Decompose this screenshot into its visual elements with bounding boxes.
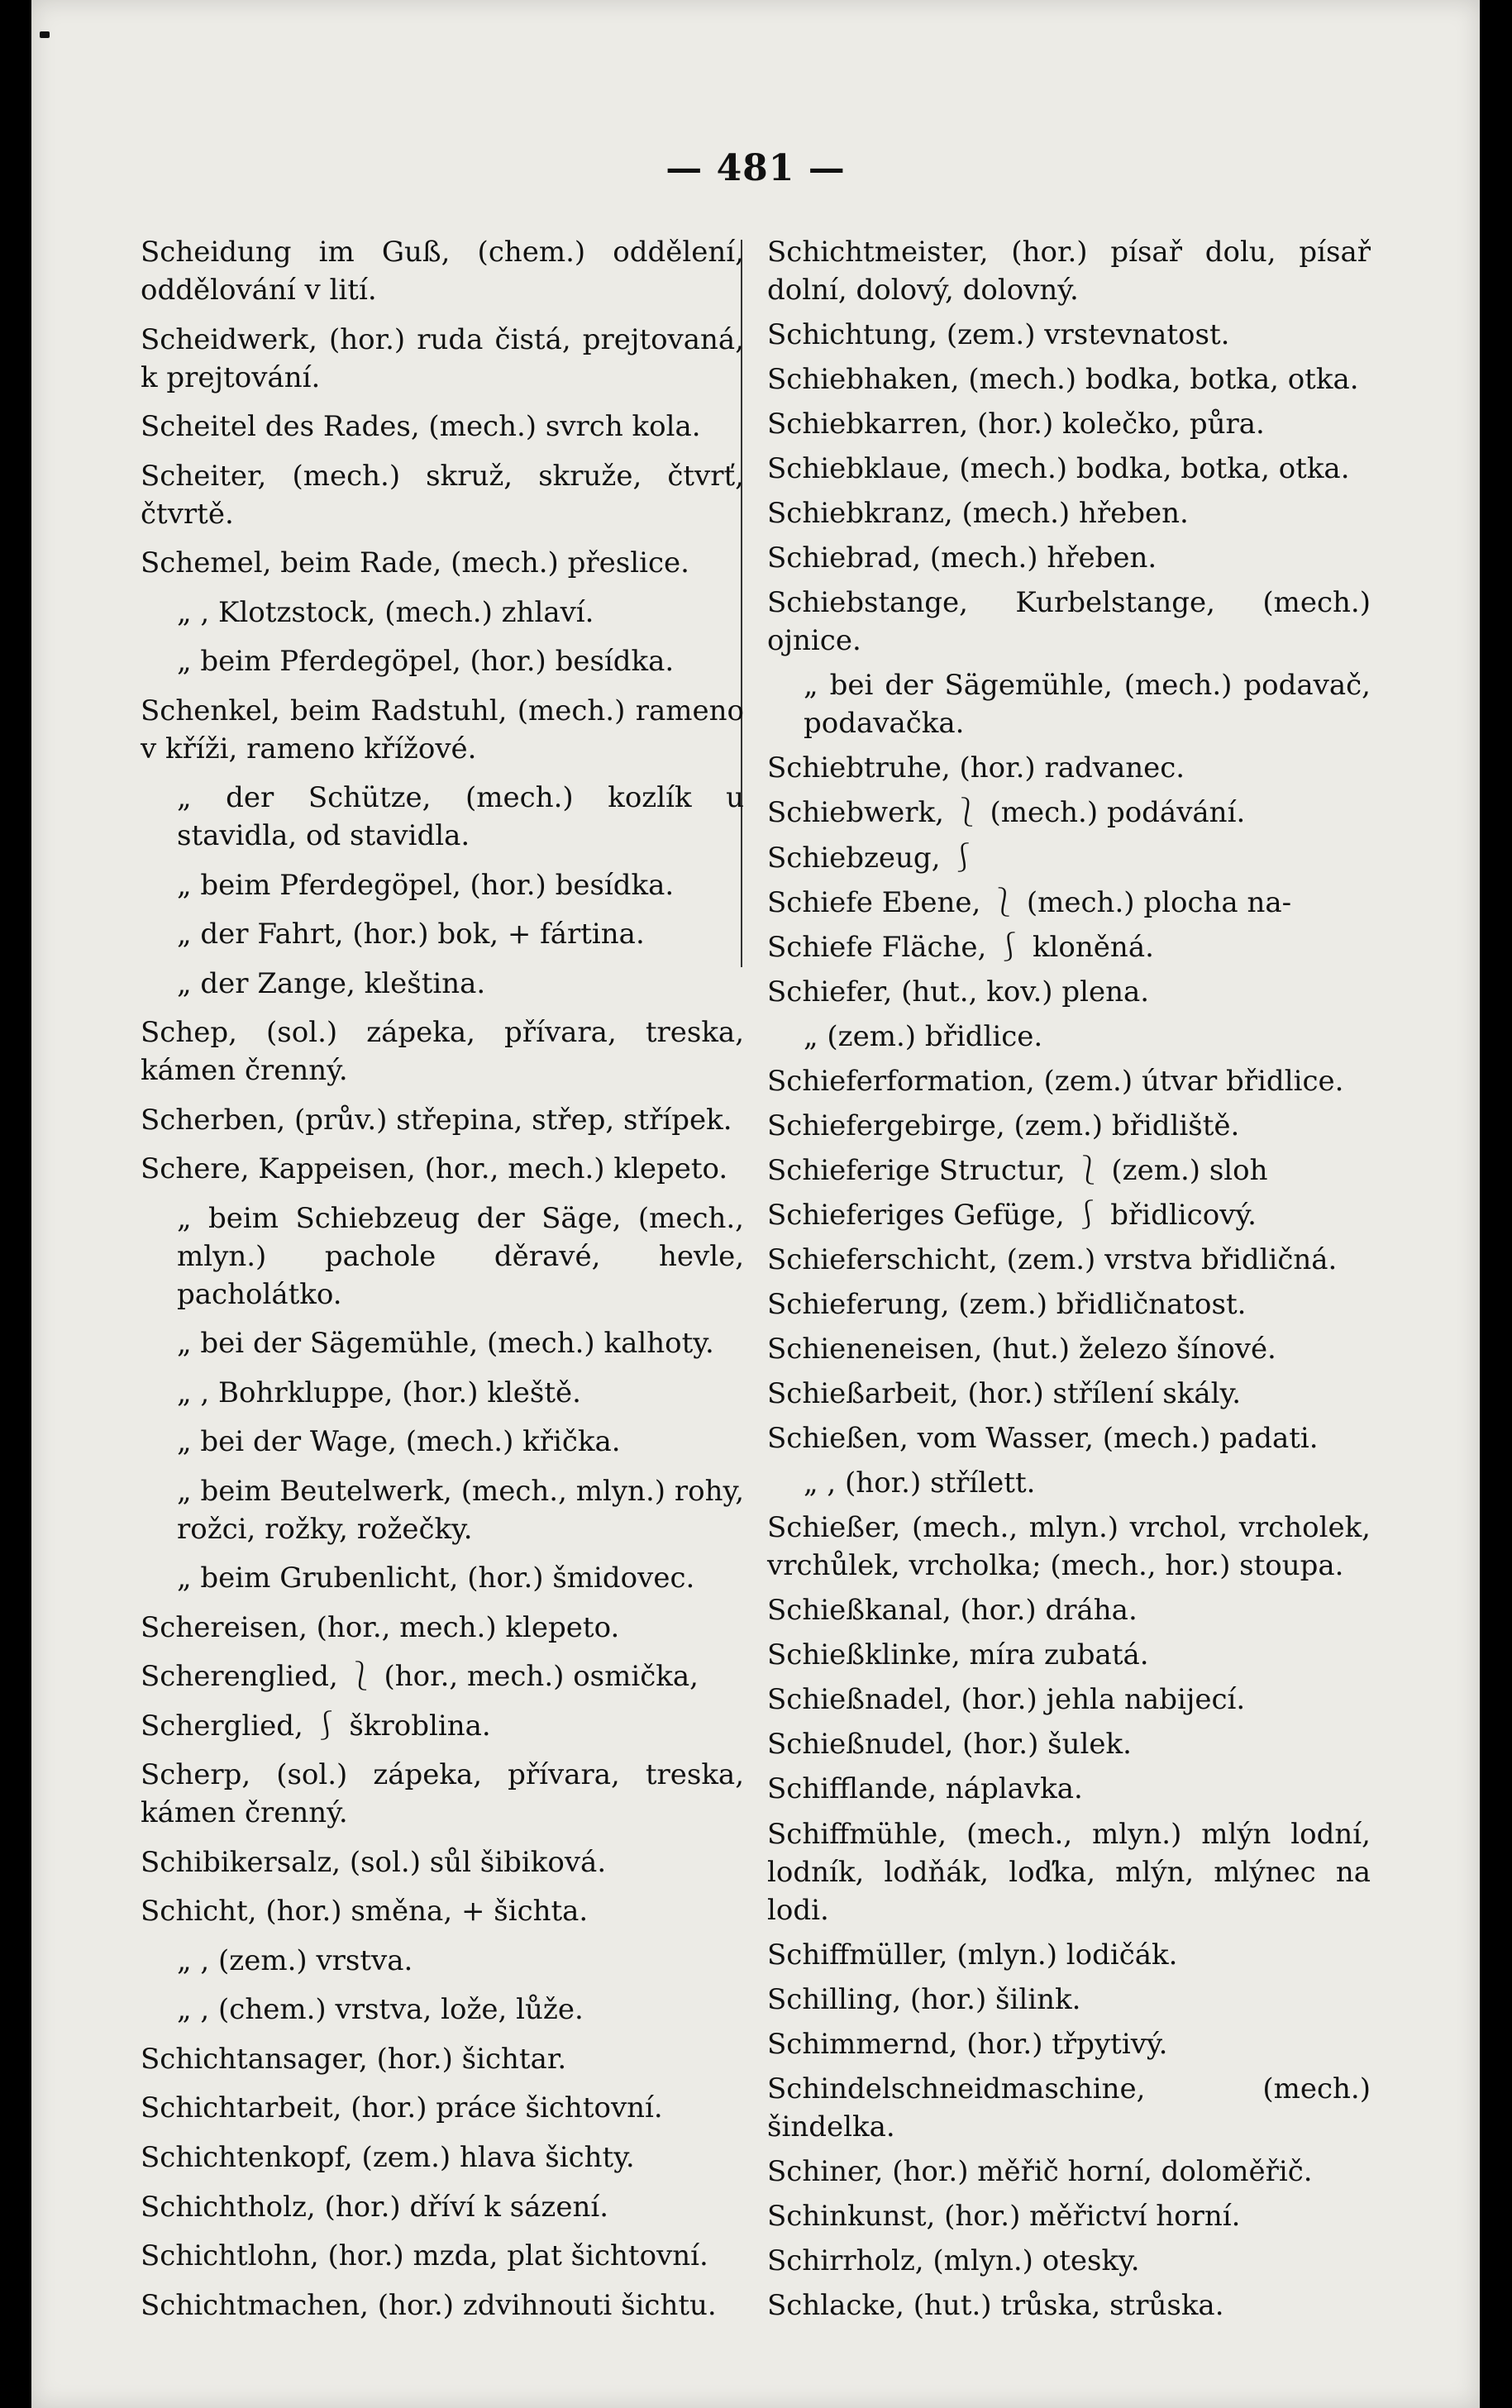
dictionary-entry: Schirrholz, (mlyn.) otesky.	[767, 2243, 1140, 2277]
dictionary-entry: Schibikersalz, (sol.) sůl šibiková.	[141, 1845, 607, 1879]
dictionary-entry: Scheitel des Rades, (mech.) svrch kola.	[141, 410, 701, 444]
right-column	[767, 233, 1371, 2325]
dictionary-entry: Schiffmüller, (mlyn.) lodičák.	[767, 1938, 1178, 1972]
dictionary-entry: Schießklinke, míra zubatá.	[767, 1638, 1149, 1672]
dictionary-entry: Schiner, (hor.) měřič horní, doloměřič.	[767, 2154, 1313, 2188]
dictionary-entry: Scherben, (prův.) střepina, střep, střípek.	[141, 1103, 732, 1137]
dictionary-entry: Schiefe Fläche, ⎰ kloněná.	[767, 930, 1154, 964]
dictionary-entry: „ , Klotzstock, (mech.) zhlaví.	[177, 595, 594, 629]
dictionary-entry: Schilling, (hor.) šilink.	[767, 1982, 1081, 2016]
dictionary-entry: Scherenglied, ⎱ (hor., mech.) osmička,	[141, 1660, 699, 1694]
dictionary-entry: Schemel, beim Rade, (mech.) přeslice.	[141, 546, 689, 580]
corner-mark	[40, 31, 50, 38]
dictionary-entry: „ der Zange, kleština.	[177, 966, 486, 1000]
dictionary-entry: Schieferung, (zem.) břidličnatost.	[767, 1287, 1247, 1321]
dictionary-entry: „ beim Pferdegöpel, (hor.) besídka.	[177, 645, 675, 679]
dictionary-entry: „ , Bohrkluppe, (hor.) kleště.	[177, 1376, 581, 1409]
dictionary-entry: Schießen, vom Wasser, (mech.) padati.	[767, 1422, 1319, 1456]
dictionary-entry: Schichtmeister, (hor.) písař dolu, písař dolní, dolový, dolovný.	[767, 236, 1371, 307]
dictionary-entry: Schiebklaue, (mech.) bodka, botka, otka.	[767, 452, 1350, 486]
dictionary-page	[31, 0, 1480, 2408]
dictionary-entry: „ der Fahrt, (hor.) bok, + fártina.	[177, 918, 645, 951]
dictionary-entry: Schiebstange, Kurbelstange, (mech.) ojnice.	[767, 586, 1371, 658]
dictionary-entry: Schiebwerk, ⎱ (mech.) podávání.	[767, 796, 1246, 830]
dictionary-entry: Schieferformation, (zem.) útvar břidlice.	[767, 1064, 1344, 1098]
dictionary-entry: Scherp, (sol.) zápeka, přívara, treska, kámen črenný.	[141, 1758, 744, 1830]
dictionary-entry: Schenkel, beim Radstuhl, (mech.) rameno v kříži, rameno křížové.	[141, 694, 744, 765]
dictionary-entry: Schifflande, náplavka.	[767, 1772, 1083, 1806]
dictionary-entry: „ beim Schiebzeug der Säge, (mech., mlyn.) pachole děravé, hevle, pacholátko.	[177, 1201, 744, 1311]
dictionary-entry: Scheiter, (mech.) skruž, skruže, čtvrť, čtvrtě.	[141, 459, 744, 531]
dictionary-entry: Schichtansager, (hor.) šichtar.	[141, 2042, 567, 2076]
dictionary-entry: Schereisen, (hor., mech.) klepeto.	[141, 1610, 620, 1644]
dictionary-entry: Schiebrad, (mech.) hřeben.	[767, 541, 1157, 575]
dictionary-entry: „ , (zem.) vrstva.	[177, 1943, 413, 1977]
dictionary-entry: „ bei der Sägemühle, (mech.) podavač, podavačka.	[804, 669, 1371, 741]
left-column	[141, 233, 744, 2325]
dictionary-entry: Schere, Kappeisen, (hor., mech.) klepeto.	[141, 1152, 728, 1186]
dictionary-entry: Schichtmachen, (hor.) zdvihnouti šichtu.	[141, 2288, 717, 2322]
dictionary-entry: Schießarbeit, (hor.) střílení skály.	[767, 1377, 1242, 1411]
dictionary-entry: Schieferschicht, (zem.) vrstva břidličná.	[767, 1242, 1338, 1276]
dictionary-entry: Schiebkarren, (hor.) kolečko, půra.	[767, 408, 1265, 441]
dictionary-entry: Schimmernd, (hor.) třpytivý.	[767, 2027, 1168, 2061]
dictionary-entry: Schiebhaken, (mech.) bodka, botka, otka.	[767, 363, 1359, 397]
dictionary-entry: Schinkunst, (hor.) měřictví horní.	[767, 2199, 1241, 2233]
dictionary-entry: Schießkanal, (hor.) dráha.	[767, 1594, 1138, 1628]
dictionary-entry: „ bei der Wage, (mech.) křička.	[177, 1425, 621, 1459]
dictionary-entry: „ beim Beutelwerk, (mech., mlyn.) rohy, rožci, rožky, rožečky.	[177, 1474, 744, 1546]
dictionary-entry: Schichtlohn, (hor.) mzda, plat šichtovní.	[141, 2239, 708, 2273]
dictionary-entry: Schießer, (mech., mlyn.) vrchol, vrcholek, vrchůlek, vrcholka; (mech., hor.) stoupa.	[767, 1511, 1371, 1583]
dictionary-entry: Schicht, (hor.) směna, + šichta.	[141, 1895, 589, 1929]
dictionary-entry: Schep, (sol.) zápeka, přívara, treska, kámen črenný.	[141, 1016, 744, 1088]
page-number: — 481 —	[665, 147, 846, 189]
dictionary-entry: Schießnudel, (hor.) šulek.	[767, 1728, 1132, 1762]
dictionary-entry: Schiefe Ebene, ⎱ (mech.) plocha na-	[767, 885, 1292, 919]
dictionary-entry: Schieferige Structur, ⎱ (zem.) sloh	[767, 1153, 1268, 1187]
dictionary-entry: Schiebtruhe, (hor.) radvanec.	[767, 751, 1185, 785]
dictionary-entry: „ , (chem.) vrstva, lože, lůže.	[177, 1993, 584, 2027]
dictionary-entry: Schichtenkopf, (zem.) hlava šichty.	[141, 2140, 635, 2174]
dictionary-entry: Schindelschneidmaschine, (mech.) šindelka.	[767, 2072, 1371, 2143]
dictionary-entry: Schlacke, (hut.) trůska, strůska.	[767, 2288, 1224, 2322]
dictionary-entry: Schichtung, (zem.) vrstevnatost.	[767, 318, 1230, 352]
dictionary-entry: Schichtholz, (hor.) dříví k sázení.	[141, 2190, 609, 2224]
dictionary-entry: Schiebkranz, (mech.) hřeben.	[767, 497, 1189, 531]
dictionary-entry: „ bei der Sägemühle, (mech.) kalhoty.	[177, 1327, 714, 1361]
dictionary-entry: „ beim Pferdegöpel, (hor.) besídka.	[177, 868, 675, 902]
dictionary-entry: Schiebzeug, ⎰	[767, 841, 978, 875]
dictionary-entry: Schieferiges Gefüge, ⎰ břidlicový.	[767, 1198, 1257, 1232]
dictionary-entry: „ beim Grubenlicht, (hor.) šmidovec.	[177, 1562, 695, 1595]
dictionary-entry: „ der Schütze, (mech.) kozlík u stavidla, od stavidla.	[177, 781, 744, 853]
dictionary-entry: Scheidwerk, (hor.) ruda čistá, prejtovaná, k prejtování.	[141, 322, 744, 394]
dictionary-entry: Schiefer, (hut., kov.) plena.	[767, 975, 1150, 1008]
dictionary-entry: „ , (hor.) střílett.	[804, 1466, 1036, 1500]
dictionary-entry: Schichtarbeit, (hor.) práce šichtovní.	[141, 2091, 663, 2125]
dictionary-entry: Scherglied, ⎰ škroblina.	[141, 1709, 491, 1743]
dictionary-entry: Schiefergebirge, (zem.) břidliště.	[767, 1109, 1240, 1142]
dictionary-entry: Schiffmühle, (mech., mlyn.) mlýn lodní, lodník, lodňák, loďka, mlýn, mlýnec na lodi.	[767, 1817, 1371, 1927]
dictionary-entry: Schießnadel, (hor.) jehla nabijecí.	[767, 1683, 1246, 1717]
dictionary-entry: Schieneneisen, (hut.) železo šínové.	[767, 1333, 1276, 1366]
dictionary-entry: Scheidung im Guß, (chem.) oddělení, oddělování v lití.	[141, 236, 744, 307]
dictionary-entry: „ (zem.) břidlice.	[804, 1019, 1043, 1053]
